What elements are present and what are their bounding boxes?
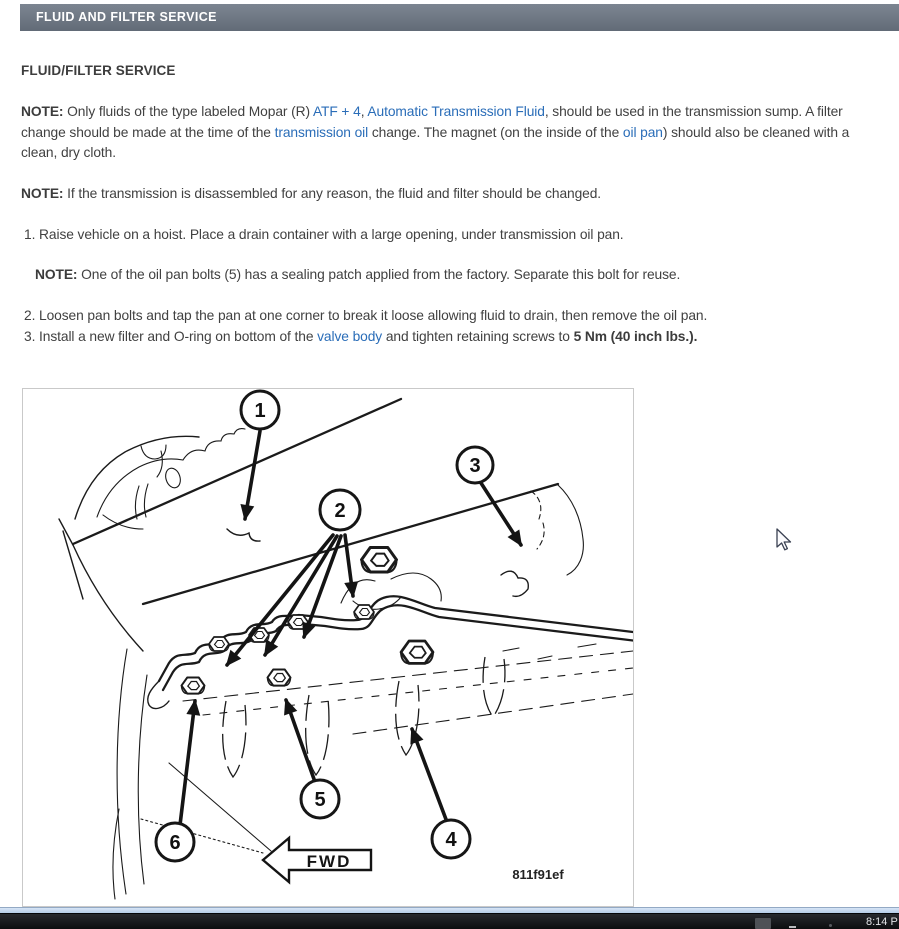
taskbar-clock[interactable]: 8:14 P [866, 916, 898, 928]
step-1: 1. Raise vehicle on a hoist. Place a drain container with a large opening, under transmission oil pan. [24, 227, 624, 242]
section-header-bar [20, 4, 899, 31]
taskbar-tray-dot[interactable] [829, 924, 832, 927]
link-valve-body[interactable]: valve body [317, 329, 383, 344]
callout-1-target [227, 529, 260, 541]
section-header-title: FLUID AND FILTER SERVICE [36, 10, 217, 24]
svg-text:2: 2 [334, 500, 346, 522]
left-body-contours [113, 649, 147, 899]
oil-pan-diagram [23, 389, 633, 906]
svg-text:3: 3 [469, 455, 481, 477]
callout-3 [457, 447, 493, 483]
callout-2 [320, 490, 360, 530]
taskbar-pinned-indicator[interactable] [789, 926, 796, 928]
oil-pan-figure [22, 388, 634, 907]
figure-id: 811f91ef [512, 867, 564, 882]
note-paragraph-sealing-patch: NOTE: One of the oil pan bolts (5) has a sealing patch applied from the factory. Separate this bolt for reuse. [35, 267, 681, 282]
step-2: 2. Loosen pan bolts and tap the pan at one corner to break it loose allowing fluid to drain, then remove the oil pan. [24, 308, 708, 323]
svg-text:4: 4 [445, 829, 457, 851]
note-label: NOTE: [21, 186, 64, 201]
note-label: NOTE: [35, 267, 78, 282]
mouse-cursor-icon [775, 528, 797, 554]
link-transmission-oil[interactable]: transmission oil [274, 124, 369, 140]
pan-ribs [223, 657, 505, 777]
note-paragraph-fluid-type: NOTE: Only fluids of the type labeled Mopar (R) ATF + 4, Automatic Transmission Fluid, should be used in the transmission sump. A filter change should be made at the time of the transmission oil change. The magnet (on the inside of the oil pan) should also be cleaned with a clean, dry cloth. [21, 104, 850, 161]
note-label: NOTE: [21, 104, 64, 119]
svg-text:5: 5 [314, 789, 326, 811]
callout-4 [432, 820, 470, 858]
svg-text:1: 1 [254, 400, 266, 422]
taskbar-app-icon[interactable] [755, 918, 771, 929]
fwd-arrow [263, 838, 371, 882]
note-paragraph-disassembled: NOTE: If the transmission is disassembled for any reason, the fluid and filter should be changed. [21, 186, 602, 201]
svg-text:6: 6 [169, 832, 181, 854]
svg-text:FWD: FWD [306, 852, 352, 871]
link-oil-pan[interactable]: oil pan [622, 124, 663, 140]
step-3: 3. Install a new filter and O-ring on bottom of the valve body and tighten retaining screws to 5 Nm (40 inch lbs.). [24, 329, 698, 344]
pan-flange-rail [148, 573, 633, 734]
page-title: FLUID/FILTER SERVICE [21, 63, 176, 78]
link-atf-plus-4[interactable]: ATF + 4 [312, 104, 361, 119]
torque-spec: 5 Nm (40 inch lbs.). [573, 329, 698, 344]
callout-6 [156, 823, 194, 861]
callout-5 [301, 780, 339, 818]
link-automatic-transmission-fluid[interactable]: Automatic Transmission Fluid [367, 104, 545, 119]
callout-3-target [501, 571, 528, 596]
callout-1 [241, 391, 279, 429]
